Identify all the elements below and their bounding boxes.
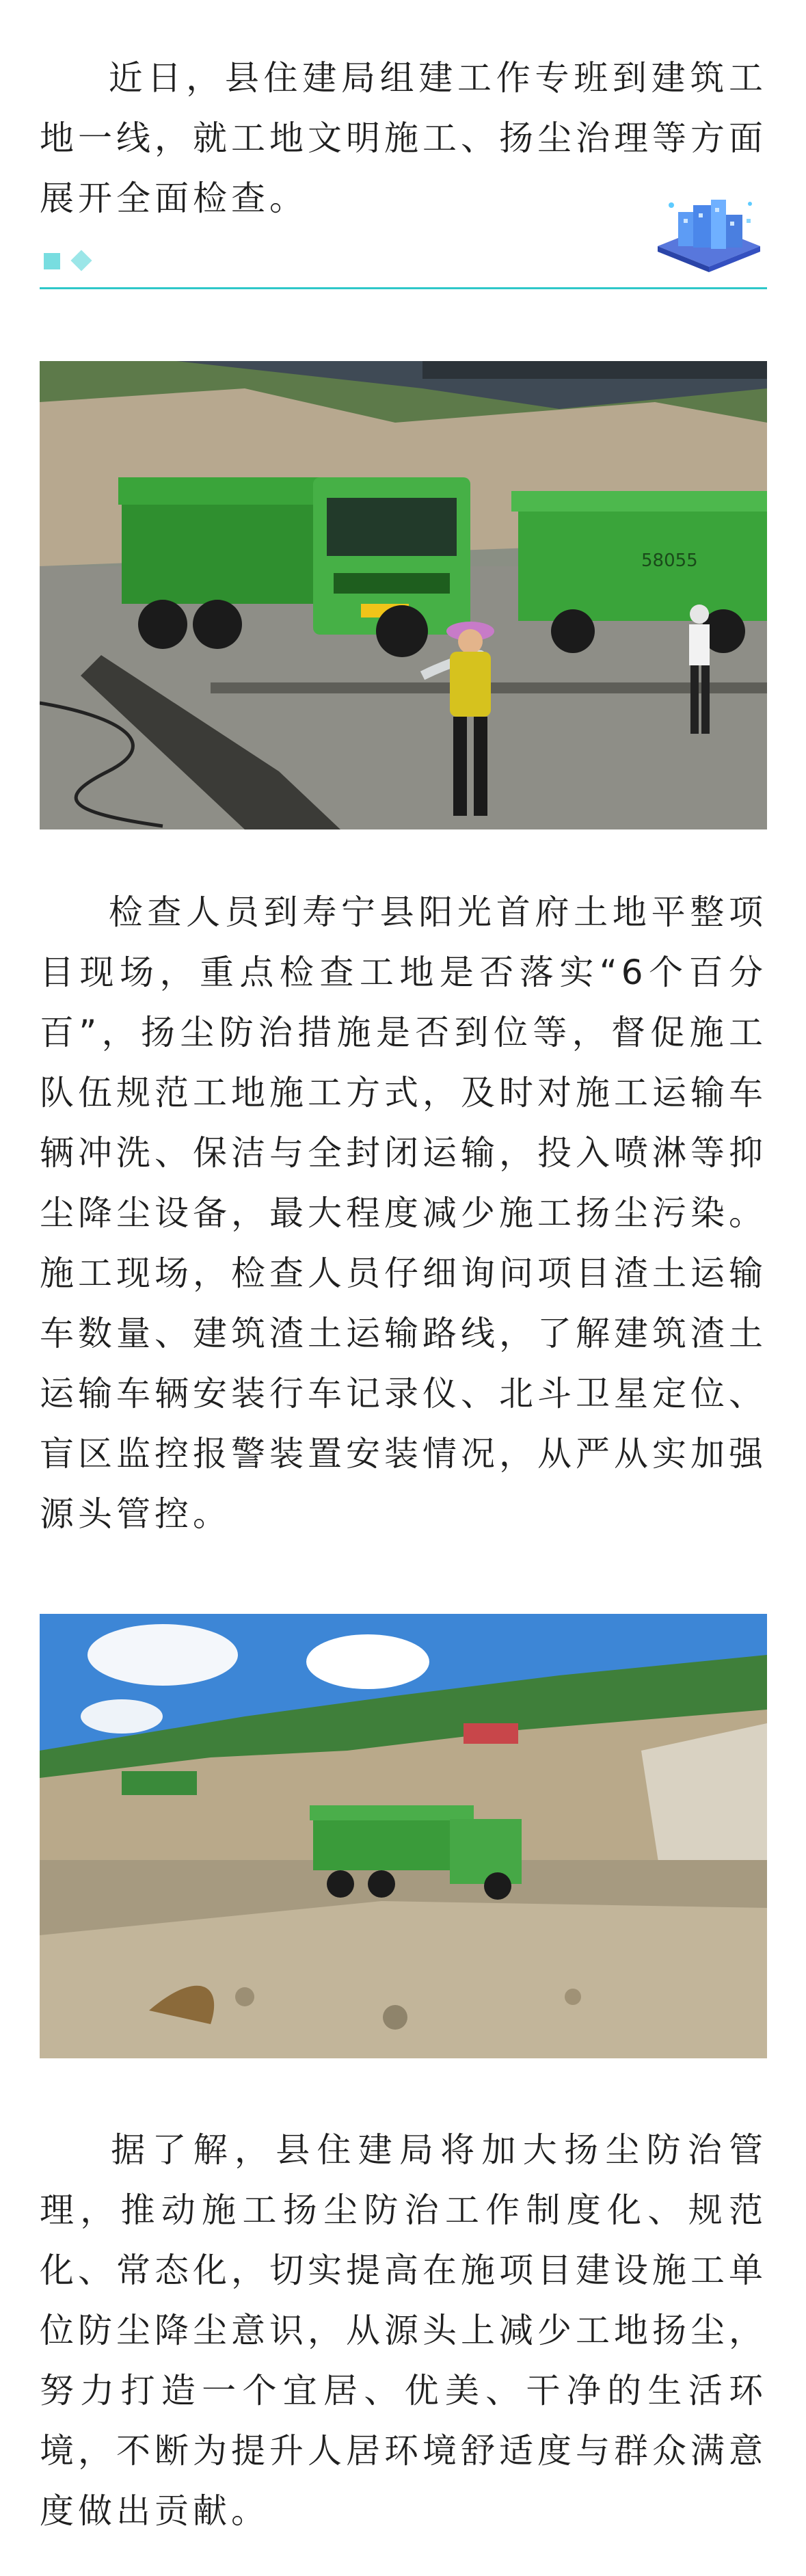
plate-text: 58055 [641, 550, 698, 571]
divider-line [40, 287, 767, 289]
isometric-buildings-icon [651, 191, 767, 274]
conclusion-paragraph-text: 据了解，县住建局将加大扬尘防治管理，推动施工扬尘防治工作制度化、规范化、常态化，切实提高在施项目建设施工单位防尘降尘意识，从源头上减少工地扬尘，努力打造一个宜居、优美、干净的生活环境，不断为提升人居环境舒适度与群众满意度做出贡献。 [40, 2130, 767, 2531]
conclusion-paragraph [40, 2120, 767, 2541]
intro-paragraph-text: 近日，县住建局组建工作专班到建筑工地一线，就工地文明施工、扬尘治理等方面展开全面检查。 [40, 58, 767, 218]
inspection-paragraph [40, 882, 767, 1544]
inspection-paragraph-text: 检查人员到寿宁县阳光首府土地平整项目现场，重点检查工地是否落实“6个百分百”，扬尘防治措施是否到位等，督促施工队伍规范工地施工方式，及时对施工运输车辆冲洗、保洁与全封闭运输，投入喷淋等抑尘降尘设备，最大程度减少施工扬尘污染。施工现场，检查人员仔细询问项目渣土运输车数量、建筑渣土运输路线，了解建筑渣土运输车辆安装行车记录仪、北斗卫星定位、盲区监控报警装置安装情况，从严从实加强源头管控。 [40, 892, 767, 1534]
section-divider [40, 191, 767, 294]
photo-construction-site [40, 1614, 767, 2058]
diamond-icon [70, 250, 92, 271]
square-icon [44, 253, 60, 269]
photo-truck-washing [40, 361, 767, 829]
